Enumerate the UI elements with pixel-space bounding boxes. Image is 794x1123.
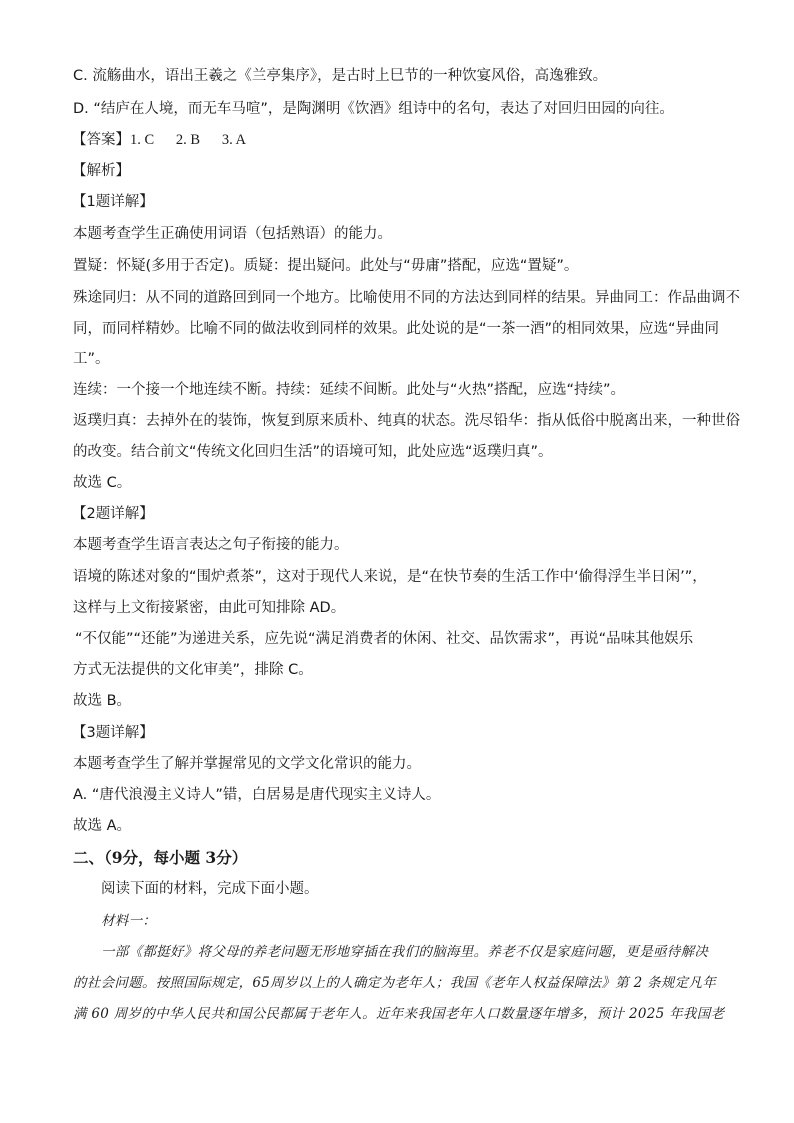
- q1-line: 殊途同归：从不同的道路回到同一个地方。比喻使用不同的方法达到同样的结果。异曲同工：作品曲调不: [73, 290, 740, 306]
- q3-line: 故选 A。: [73, 818, 132, 834]
- answer-value: 1. C 2. B 3. A: [130, 132, 247, 148]
- q1-line: 本题考查学生正确使用词语（包括熟语）的能力。: [73, 226, 392, 242]
- section-instruction: 阅读下面的材料，完成下面小题。: [101, 881, 319, 897]
- q3-line: A. “唐代浪漫主义诗人”错，白居易是唐代现实主义诗人。: [73, 787, 441, 803]
- material-line: 满 60 周岁的中华人民共和国公民都属于老年人。近年来我国老年人口数量逐年增多，预计 2025 年我国老: [73, 1006, 725, 1022]
- option-c: C. 流觞曲水，语出王羲之《兰亭集序》，是古时上巳节的一种饮宴风俗，高逸雅致。: [73, 68, 608, 84]
- q3-heading: 【3题详解】: [72, 725, 154, 741]
- q2-line: 故选 B。: [73, 693, 132, 709]
- material-line: 一部《都挺好》将父母的养老问题无形地穿插在我们的脑海里。养老不仅是家庭问题，更是亟待解决: [101, 944, 709, 960]
- q1-line: 连续：一个接一个地连续不断。持续：延续不间断。此处与“火热”搭配，应选“持续”。: [73, 382, 626, 398]
- answer-label: 【答案】: [72, 132, 130, 148]
- q1-line: 返璞归真：去掉外在的装饰，恢复到原来质朴、纯真的状态。洗尽铅华：指从低俗中脱离出来，一种世俗: [73, 413, 740, 429]
- q1-line: 的改变。结合前文“传统文化回归生活”的语境可知，此处应选“返璞归真”。: [73, 444, 553, 460]
- q2-line: 语境的陈述对象的“围炉煮茶”，这对于现代人来说，是“在快节奏的生活工作中‘偷得浮生半日闲’”，: [73, 569, 707, 585]
- analysis-label: 【解析】: [72, 163, 130, 179]
- q2-line: 本题考查学生语言表达之句子衔接的能力。: [73, 537, 349, 553]
- q1-line: 故选 C。: [73, 475, 132, 491]
- q1-heading: 【1题详解】: [72, 194, 154, 210]
- q2-line: “不仅能”“还能”为递进关系，应先说“满足消费者的休闲、社交、品饮需求”，再说“品味其他娱乐: [75, 631, 694, 647]
- q2-line: 方式无法提供的文化审美”，排除 C。: [73, 662, 313, 678]
- material-line: 的社会问题。按照国际规定，65周岁以上的人确定为老年人；我国《老年人权益保障法》第 2 条规定凡年: [73, 975, 717, 991]
- answer-line: [72, 130, 246, 150]
- q3-line: 本题考查学生了解并掌握常见的文学文化常识的能力。: [73, 756, 421, 772]
- q1-line: 同，而同样精妙。比喻不同的做法收到同样的效果。此处说的是“一茶一酒”的相同效果，应选“异曲同: [73, 321, 720, 337]
- q2-line: 这样与上文衔接紧密，由此可知排除 AD。: [73, 600, 346, 616]
- q1-line: 置疑：怀疑(多用于否定)。质疑：提出疑问。此处与“毋庸”搭配，应选“置疑”。: [73, 258, 579, 274]
- section-title: 二、（9分，每小题 3分）: [73, 848, 248, 867]
- q2-heading: 【2题详解】: [72, 506, 154, 522]
- material-label: 材料一：: [101, 913, 157, 929]
- option-d: D. “结庐在人境，而无车马喧”，是陶渊明《饮酒》组诗中的名句，表达了对回归田园的向往。: [73, 101, 674, 117]
- q1-line: 工”。: [73, 351, 110, 367]
